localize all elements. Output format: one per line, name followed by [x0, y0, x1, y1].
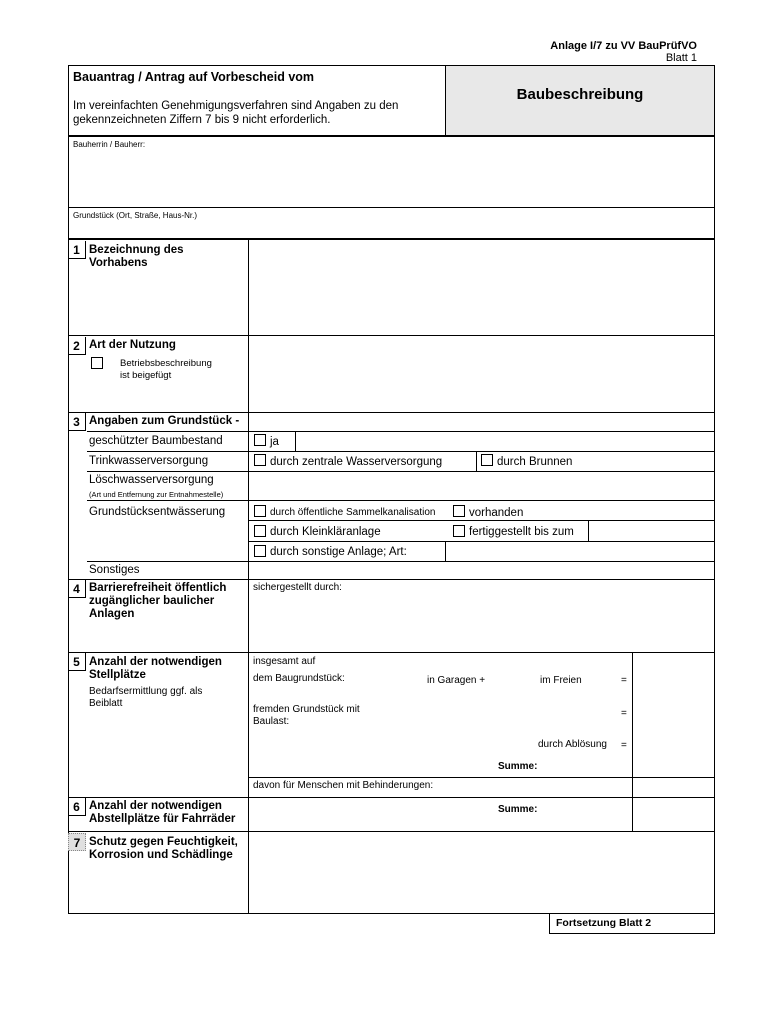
- bauherr-label: Bauherrin / Bauherr:: [73, 140, 146, 149]
- vorhaben-field[interactable]: [250, 241, 713, 334]
- stellplaetze-baugrundstueck-field[interactable]: [634, 656, 713, 692]
- entwaesserung-label: Grundstücksentwässerung: [89, 506, 226, 518]
- betriebsbeschreibung-checkbox[interactable]: [91, 357, 103, 369]
- section-4-title-3: Anlagen: [89, 608, 135, 620]
- section-number-5: 5: [68, 653, 86, 671]
- section-number-4: 4: [68, 580, 86, 598]
- sonstiges-field[interactable]: [250, 563, 713, 578]
- simplified-note-1: Im vereinfachten Genehmigungsverfahren sind Angaben zu den: [73, 100, 399, 112]
- baumbestand-label: geschützter Baumbestand: [89, 435, 223, 447]
- betriebsbeschreibung-label-1: Betriebsbeschreibung: [120, 358, 212, 369]
- section-2-title: Art der Nutzung: [89, 339, 176, 351]
- bedarf-note-1: Bedarfsermittlung ggf. als: [89, 686, 203, 697]
- baugrundstueck-label: dem Baugrundstück:: [253, 673, 345, 684]
- kleinklaeranlage-label: durch Kleinkläranlage: [270, 526, 381, 538]
- section-number-6: 6: [68, 798, 86, 816]
- fertiggestellt-label: fertiggestellt bis zum: [469, 526, 574, 538]
- section-1-title-1: Bezeichnung des: [89, 244, 184, 256]
- grundstueck-field[interactable]: [70, 222, 713, 238]
- nutzung-field[interactable]: [250, 337, 713, 411]
- sichergestellt-label: sichergestellt durch:: [253, 582, 342, 593]
- zentral-checkbox[interactable]: [254, 454, 266, 466]
- loeschwasser-label: Löschwasserversorgung: [89, 474, 214, 486]
- brunnen-checkbox[interactable]: [481, 454, 493, 466]
- section-5-title-1: Anzahl der notwendigen: [89, 656, 222, 668]
- section-1-title-2: Vorhabens: [89, 257, 148, 269]
- sheet-label: Blatt 1: [665, 52, 697, 64]
- loeschwasser-note: (Art und Entfernung zur Entnahmestelle): [89, 490, 224, 499]
- fremd-label-2: Baulast:: [253, 716, 290, 727]
- baumbestand-ja-checkbox[interactable]: [254, 434, 266, 446]
- section-4-title-2: zugänglicher baulicher: [89, 595, 215, 607]
- section-4-title-1: Barrierefreiheit öffentlich: [89, 582, 227, 594]
- behinderung-field[interactable]: [634, 779, 713, 795]
- section-number-7: 7: [68, 833, 86, 851]
- sonstige-anlage-label: durch sonstige Anlage; Art:: [270, 546, 407, 558]
- page-title: Baubeschreibung: [516, 86, 644, 103]
- form-title[interactable]: Bauantrag / Antrag auf Vorbescheid vom: [73, 70, 315, 84]
- sammelkanal-checkbox[interactable]: [254, 505, 266, 517]
- behinderung-label: davon für Menschen mit Behinderungen:: [253, 780, 434, 791]
- fahrrad-summe-field[interactable]: [634, 799, 713, 829]
- stellplaetze-abloesung-field[interactable]: [634, 732, 713, 756]
- vorhanden-label: vorhanden: [469, 507, 524, 519]
- baumbestand-ja-label: ja: [270, 436, 279, 448]
- feuchtigkeit-field[interactable]: [250, 833, 713, 912]
- zentral-label: durch zentrale Wasserversorgung: [270, 456, 443, 468]
- section-5-title-2: Stellplätze: [89, 669, 146, 681]
- brunnen-label: durch Brunnen: [497, 456, 573, 468]
- barrierefreiheit-field[interactable]: [250, 595, 713, 650]
- continuation-label: Fortsetzung Blatt 2: [556, 917, 652, 929]
- section-6-title-1: Anzahl der notwendigen: [89, 800, 222, 812]
- abloesung-label: durch Ablösung: [538, 739, 607, 750]
- equals-2: =: [621, 708, 627, 719]
- fertiggestellt-date-field[interactable]: [590, 522, 713, 539]
- section-number-2: 2: [68, 337, 86, 355]
- garagen-label: in Garagen +: [427, 675, 486, 686]
- bauherr-field[interactable]: [70, 152, 713, 206]
- loeschwasser-field[interactable]: [250, 473, 713, 499]
- summe-6-label: Summe:: [498, 804, 538, 815]
- fertiggestellt-checkbox[interactable]: [453, 525, 465, 537]
- insgesamt-label: insgesamt auf: [253, 656, 316, 667]
- sammelkanal-label: durch öffentliche Sammelkanalisation: [270, 507, 436, 518]
- sonstige-anlage-checkbox[interactable]: [254, 545, 266, 557]
- stellplaetze-summe-field[interactable]: [634, 758, 713, 776]
- summe-5-label: Summe:: [498, 761, 538, 772]
- vorhanden-checkbox[interactable]: [453, 505, 465, 517]
- baumbestand-field[interactable]: [297, 433, 713, 449]
- annex-label: Anlage I/7 zu VV BauPrüfVO: [550, 40, 697, 52]
- equals-1: =: [621, 675, 627, 686]
- kleinklaeranlage-checkbox[interactable]: [254, 525, 266, 537]
- section-6-title-2: Abstellplätze für Fahrräder: [89, 813, 236, 825]
- bedarf-note-2: Beiblatt: [89, 698, 123, 709]
- sonstige-anlage-field[interactable]: [447, 543, 713, 559]
- section-7-title-2: Korrosion und Schädlinge: [89, 849, 233, 861]
- section-number-3: 3: [68, 413, 86, 431]
- trinkwasser-label: Trinkwasserversorgung: [89, 455, 209, 467]
- freien-label: im Freien: [540, 675, 582, 686]
- section-number-1: 1: [68, 241, 86, 259]
- equals-3: =: [621, 740, 627, 751]
- section-3-title: Angaben zum Grundstück -: [89, 415, 240, 427]
- stellplaetze-baulast-field[interactable]: [634, 698, 713, 728]
- fremd-label-1: fremden Grundstück mit: [253, 704, 360, 715]
- simplified-note-2: gekennzeichneten Ziffern 7 bis 9 nicht erforderlich.: [73, 114, 331, 126]
- section-7-title-1: Schutz gegen Feuchtigkeit,: [89, 836, 238, 848]
- betriebsbeschreibung-label-2: ist beigefügt: [120, 370, 172, 381]
- grundstueck-label: Grundstück (Ort, Straße, Haus-Nr.): [73, 211, 198, 220]
- sonstiges-label: Sonstiges: [89, 564, 140, 576]
